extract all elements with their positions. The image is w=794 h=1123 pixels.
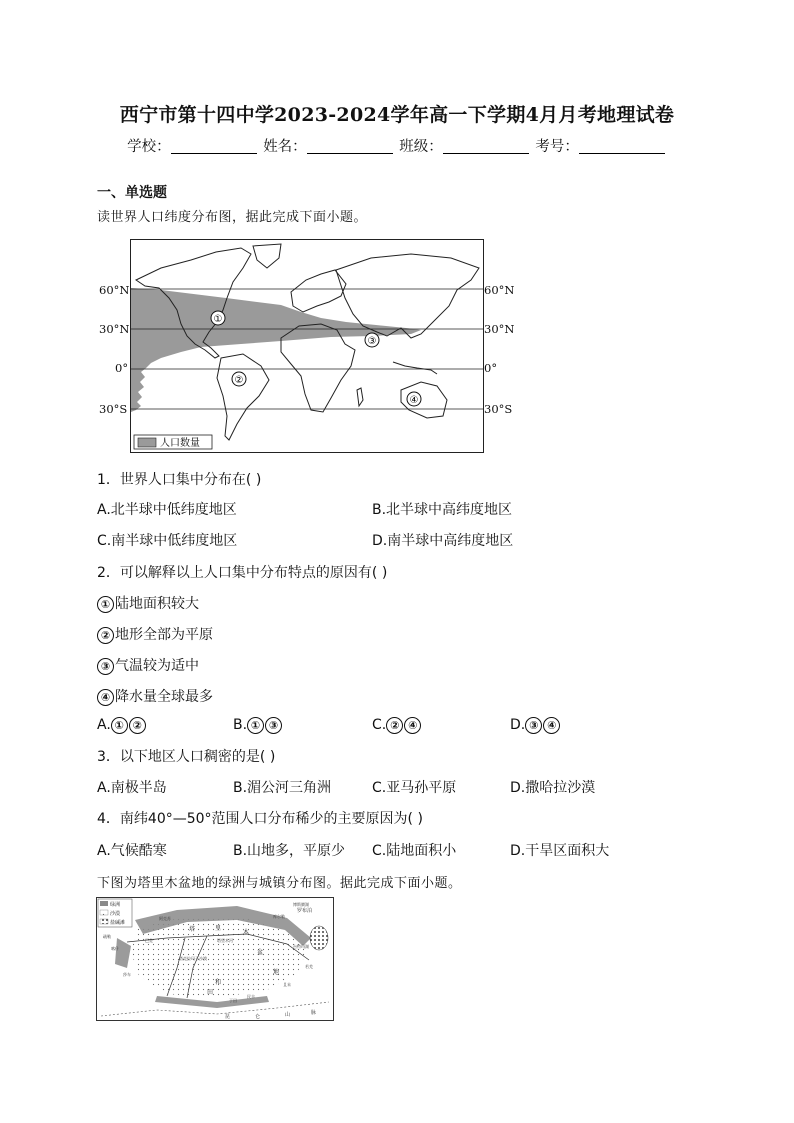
- circled-num: ③: [265, 717, 282, 734]
- q4-option-c[interactable]: C.陆地面积小: [372, 843, 457, 859]
- map2-label: 和: [215, 979, 222, 986]
- q2-option-c[interactable]: [372, 717, 422, 734]
- circled-num: ②: [129, 717, 146, 734]
- circled-num: ①: [97, 596, 114, 613]
- map2-label: 脉: [311, 1010, 317, 1016]
- map2-label: 台特玛湖: [293, 944, 309, 949]
- option-letter: C.: [372, 717, 387, 733]
- intro-text-2: 下图为塔里木盆地的绿洲与城镇分布图。据此完成下面小题。: [97, 876, 462, 891]
- id-label: 考号：: [535, 139, 579, 155]
- lat-label-right-0: 0°: [484, 361, 498, 375]
- map2-label: 于田: [229, 998, 237, 1003]
- lat-label-right-30s: 30°S: [484, 402, 513, 416]
- map2-label: 田: [207, 989, 214, 996]
- world-map-svg: [131, 240, 483, 452]
- student-info-line: [0, 135, 794, 156]
- q3-option-c[interactable]: C.亚马孙平原: [372, 780, 457, 796]
- q1-option-b[interactable]: B.北半球中高纬度地区: [372, 502, 513, 518]
- map-legend-label: 人口数量: [160, 438, 200, 449]
- map2-label: 塔: [189, 926, 196, 933]
- map2-label: 木: [243, 929, 250, 936]
- statement-text: 地形全部为平原: [115, 627, 213, 643]
- map2-label: 且末: [283, 982, 291, 987]
- circled-num: ②: [97, 627, 114, 644]
- intro-text-1: 读世界人口纬度分布图，据此完成下面小题。: [97, 210, 368, 225]
- map2-label: 仑: [255, 1014, 261, 1020]
- map-marker-2: ②: [234, 375, 244, 386]
- map2-label: 昆: [225, 1014, 231, 1020]
- circled-num: ④: [404, 717, 421, 734]
- q1-option-d[interactable]: D.南半球中高纬度地区: [372, 533, 514, 549]
- class-label: 班级：: [399, 139, 443, 155]
- map-marker-4: ④: [409, 395, 419, 406]
- circled-num: ①: [111, 717, 128, 734]
- q4-option-a[interactable]: A.气候酷寒: [97, 843, 167, 859]
- circled-num: ④: [97, 689, 114, 706]
- q2-option-b[interactable]: [233, 717, 283, 734]
- lat-label-left-30n: 30°N: [99, 322, 130, 336]
- map2-label: 罗布泊: [297, 908, 313, 914]
- circled-num: ③: [525, 717, 542, 734]
- option-letter: B.: [233, 717, 248, 733]
- lat-label-left-0: 0°: [115, 361, 129, 375]
- option-letter: A.: [97, 717, 111, 733]
- class-blank[interactable]: [443, 139, 529, 154]
- map2-label: 疏勒: [103, 934, 111, 939]
- map2-label: 塔里木河: [217, 938, 233, 943]
- school-blank[interactable]: [171, 139, 257, 154]
- section-title: 一、单选题: [97, 185, 167, 201]
- map-marker-1: ①: [213, 314, 223, 325]
- map2-label: 若羌: [305, 964, 313, 969]
- question-3-stem: 3．以下地区人口稠密的是( ): [97, 749, 276, 765]
- map2-label: 塔克拉玛干沙漠: [179, 956, 207, 961]
- statement-text: 降水量全球最多: [115, 689, 213, 705]
- q2-statement-2: [97, 624, 213, 644]
- school-label: 学校：: [127, 139, 171, 155]
- name-blank[interactable]: [307, 139, 393, 154]
- q4-option-b[interactable]: B.山地多，平原少: [233, 843, 346, 859]
- map2-label: 博斯腾湖: [293, 902, 309, 907]
- map2-label: 民丰: [247, 994, 255, 999]
- map2-label: 山: [285, 1012, 291, 1018]
- map2-legend-desert: 沙漠: [110, 911, 121, 917]
- q4-option-d[interactable]: D.干旱区面积大: [510, 843, 610, 859]
- id-blank[interactable]: [579, 139, 665, 154]
- circled-num: ②: [386, 717, 403, 734]
- q2-statement-4: [97, 686, 213, 706]
- circled-num: ④: [543, 717, 560, 734]
- map2-legend-oasis: 绿洲: [110, 902, 121, 908]
- map2-label: 巴楚: [145, 938, 153, 943]
- page-title: 西宁市第十四中学2023-2024学年高一下学期4月月考地理试卷: [119, 104, 675, 126]
- tarim-map-svg: [97, 898, 333, 1020]
- map-marker-3: ③: [367, 336, 377, 347]
- q3-option-a[interactable]: A.南极半岛: [97, 780, 167, 796]
- map2-label: 盆: [257, 949, 264, 956]
- name-label: 姓名：: [263, 139, 307, 155]
- lat-label-left-30s: 30°S: [99, 402, 128, 416]
- map2-label: 阿克苏: [159, 916, 171, 921]
- lat-label-right-30n: 30°N: [484, 322, 515, 336]
- circled-num: ①: [247, 717, 264, 734]
- option-letter: D.: [510, 717, 526, 733]
- lat-label-right-60n: 60°N: [484, 283, 515, 297]
- indonesia-outline: [393, 362, 437, 374]
- q1-option-c[interactable]: C.南半球中低纬度地区: [97, 533, 238, 549]
- map2-legend-salt: 盐碱滩: [110, 920, 126, 926]
- map2-label: 库尔勒: [273, 914, 285, 919]
- q2-option-d[interactable]: [510, 717, 561, 734]
- q3-option-d[interactable]: D.撒哈拉沙漠: [510, 780, 596, 796]
- map2-label: 莎车: [123, 972, 131, 977]
- tarim-basin-map: [96, 897, 334, 1021]
- map2-label: 里: [215, 925, 222, 932]
- map2-label: 喀什: [111, 946, 119, 951]
- question-4-stem: 4．南纬40°—50°范围人口分布稀少的主要原因为( ): [97, 811, 423, 827]
- south-america-outline: [217, 354, 269, 440]
- q2-option-a[interactable]: [97, 717, 147, 734]
- lat-label-left-60n: 60°N: [99, 283, 130, 297]
- madagascar-outline: [357, 388, 363, 406]
- statement-text: 气温较为适中: [115, 658, 199, 674]
- q1-option-a[interactable]: A.北半球中低纬度地区: [97, 502, 237, 518]
- question-2-stem: 2．可以解释以上人口集中分布特点的原因有( ): [97, 565, 388, 581]
- world-population-map: [130, 239, 484, 453]
- greenland-outline: [253, 244, 281, 268]
- statement-text: 陆地面积较大: [115, 596, 199, 612]
- q2-statement-1: [97, 593, 199, 613]
- q3-option-b[interactable]: B.湄公河三角洲: [233, 780, 332, 796]
- question-1-stem: 1．世界人口集中分布在( ): [97, 472, 262, 488]
- map2-label: 地: [273, 969, 280, 976]
- q2-statement-3: [97, 655, 199, 675]
- circled-num: ③: [97, 658, 114, 675]
